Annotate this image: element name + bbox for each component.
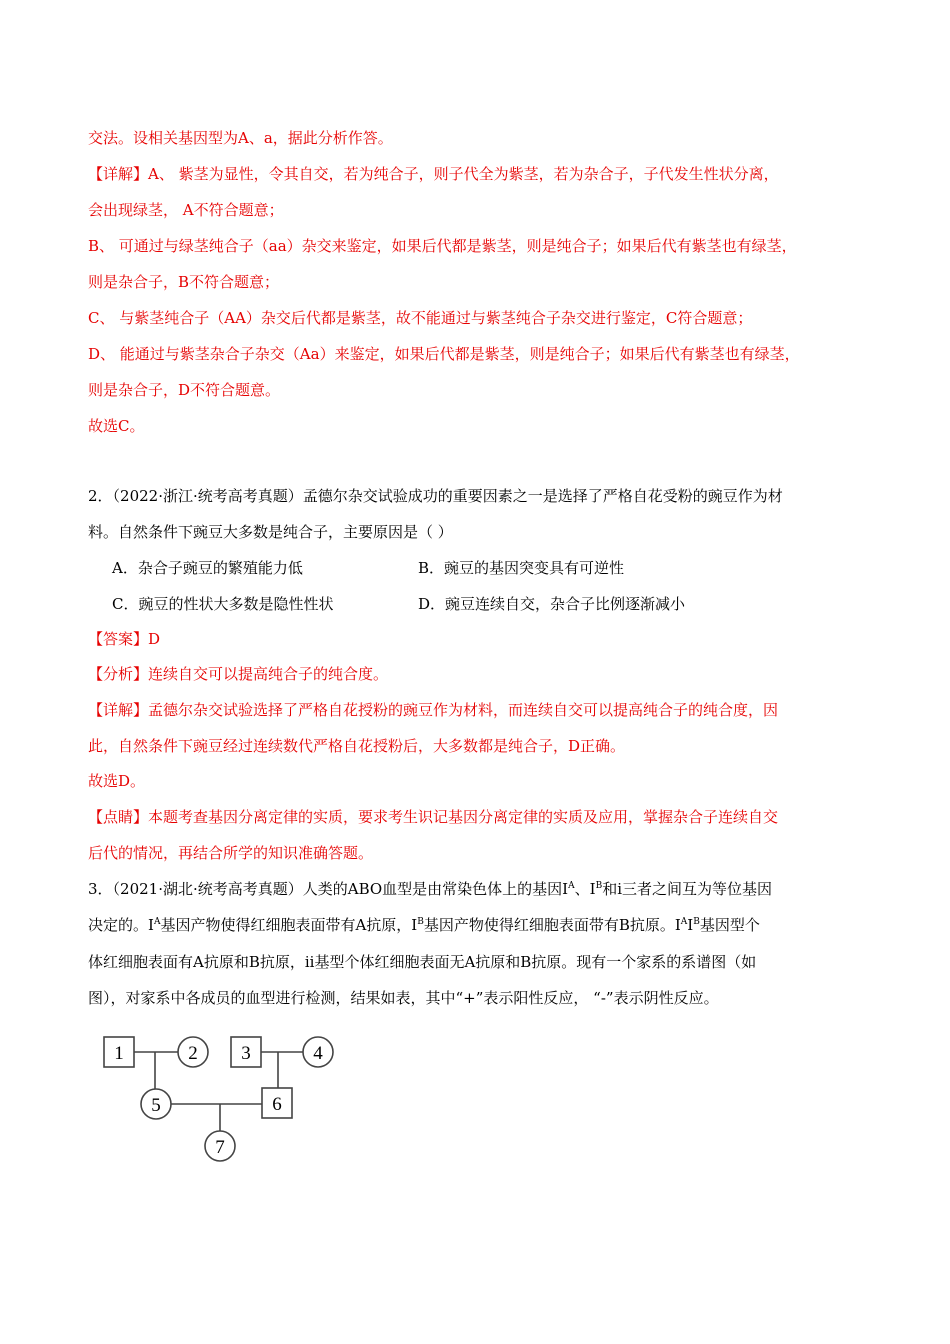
q1-detail-line1: 【详解】A、 紫茎为显性，令其自交，若为纯合子，则子代全为紫茎，若为杂合子，子代发生性状分离， xyxy=(88,165,779,183)
q2-stem-line2: 料。自然条件下豌豆大多数是纯合子，主要原因是（ ） xyxy=(88,523,453,541)
svg-text:2: 2 xyxy=(188,1043,198,1064)
q3-stem-line2: 决定的。$I^A$基因产物使得红细胞表面带有A抗原，$I^B$基因产物使得红细胞表面带有B抗原。$I^AI^B$基因型个 xyxy=(88,916,760,934)
q1-option-b-line2: 则是杂合子，B不符合题意； xyxy=(88,273,280,291)
q2-comment-line2: 后代的情况，再结合所学的知识准确答题。 xyxy=(88,844,374,862)
pedigree-chart xyxy=(100,1030,350,1170)
q2-option-c: C．豌豆的性状大多数是隐性性状 xyxy=(112,595,334,613)
member-2 xyxy=(178,1037,208,1067)
q1-option-b-line1: B、 可通过与绿茎纯合子（aa）杂交来鉴定，如果后代都是紫茎，则是纯合子；如果后代有紫茎也有绿茎， xyxy=(88,237,797,255)
q3-stem-line3: 体红细胞表面有A抗原和B抗原，ii基型个体红细胞表面无A抗原和B抗原。现有一个家系的系谱图（如 xyxy=(88,953,757,971)
q2-answer: 【答案】D xyxy=(88,630,161,648)
q1-choice: 故选C。 xyxy=(88,417,145,435)
q1-option-d-line2: 则是杂合子，D不符合题意。 xyxy=(88,381,281,399)
svg-text:6: 6 xyxy=(272,1094,282,1115)
q2-choice: 故选D。 xyxy=(88,772,146,790)
q2-analysis: 【分析】连续自交可以提高纯合子的纯合度。 xyxy=(88,665,389,683)
q1-method-text: 交法。设相关基因型为A、a，据此分析作答。 xyxy=(88,129,393,147)
svg-text:5: 5 xyxy=(151,1095,161,1116)
q2-option-b: B．豌豆的基因突变具有可逆性 xyxy=(418,559,625,577)
member-7 xyxy=(205,1131,235,1161)
q1-detail-line2: 会出现绿茎， A不符合题意； xyxy=(88,201,284,219)
svg-text:4: 4 xyxy=(313,1043,323,1064)
svg-text:3: 3 xyxy=(241,1043,251,1064)
q1-option-d-line1: D、 能通过与紫茎杂合子杂交（Aa）来鉴定，如果后代都是紫茎，则是纯合子；如果后代有紫茎也有绿茎， xyxy=(88,345,800,363)
member-4 xyxy=(303,1037,333,1067)
member-5 xyxy=(141,1089,171,1119)
member-1 xyxy=(104,1037,134,1067)
q2-detail-line2: 此，自然条件下豌豆经过连续数代严格自花授粉后，大多数都是纯合子，D正确。 xyxy=(88,737,626,755)
q2-detail-line1: 【详解】孟德尔杂交试验选择了严格自花授粉的豌豆作为材料，而连续自交可以提高纯合子的纯合度，因 xyxy=(88,701,779,719)
svg-text:1: 1 xyxy=(114,1043,124,1064)
q2-comment-line1: 【点睛】本题考查基因分离定律的实质，要求考生识记基因分离定律的实质及应用，掌握杂合子连续自交 xyxy=(88,808,779,826)
q1-option-c-line: C、 与紫茎纯合子（AA）杂交后代都是紫茎，故不能通过与紫茎纯合子杂交进行鉴定，C符合题意； xyxy=(88,309,753,327)
q2-stem-line1: 2．（2022·浙江·统考高考真题）孟德尔杂交试验成功的重要因素之一是选择了严格自花受粉的豌豆作为材 xyxy=(88,487,783,505)
q2-option-d: D．豌豆连续自交，杂合子比例逐渐减小 xyxy=(418,595,686,613)
q3-stem-line1: 3．（2021·湖北·统考高考真题）人类的ABO血型是由常染色体上的基因$I^A$、$I^B$和i三者之间互为等位基因 xyxy=(88,880,772,898)
q3-stem-line4: 图），对家系中各成员的血型进行检测，结果如表，其中“+”表示阳性反应， “-”表示阴性反应。 xyxy=(88,989,719,1007)
q2-option-a: A．杂合子豌豆的繁殖能力低 xyxy=(112,559,303,577)
svg-text:7: 7 xyxy=(215,1137,225,1158)
member-3 xyxy=(231,1037,261,1067)
member-6 xyxy=(262,1088,292,1118)
